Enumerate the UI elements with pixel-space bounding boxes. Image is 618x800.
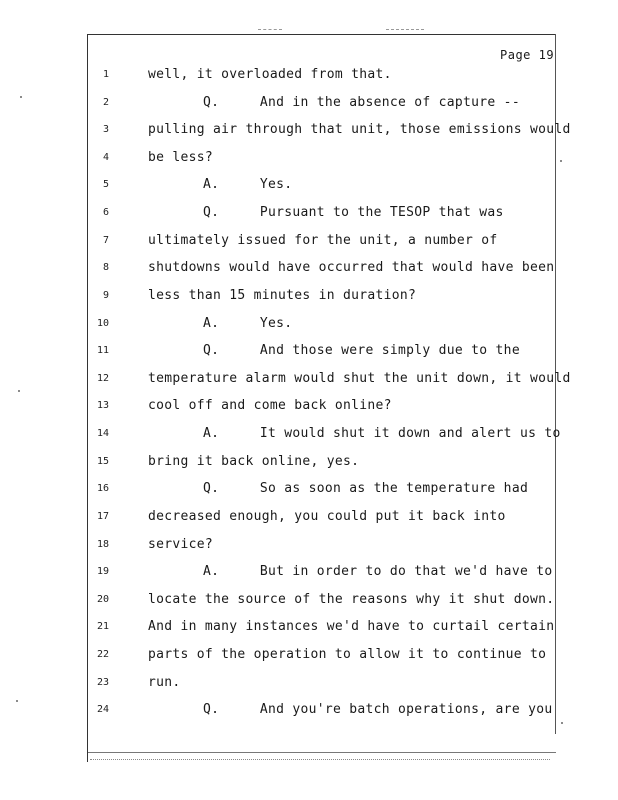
line-text: locate the source of the reasons why it shut down. <box>148 592 555 607</box>
line-text: bring it back online, yes. <box>148 454 360 469</box>
scan-speck <box>560 160 562 162</box>
line-number: 15 <box>96 456 109 467</box>
line-number: 14 <box>96 428 109 439</box>
line-text: A. But in order to do that we'd have to <box>203 564 553 579</box>
line-number: 23 <box>96 677 109 688</box>
line-number: 4 <box>102 152 109 163</box>
line-number: 21 <box>96 621 109 632</box>
line-number: 12 <box>96 373 109 384</box>
line-text: Q. So as soon as the temperature had <box>203 481 529 496</box>
line-number: 1 <box>102 69 109 80</box>
line-text: parts of the operation to allow it to continue to <box>148 647 547 662</box>
line-number: 24 <box>96 704 109 715</box>
line-text: Q. And those were simply due to the <box>203 343 520 358</box>
header-scan-mark <box>258 29 282 31</box>
page-border-bottom <box>88 752 556 753</box>
line-text: ultimately issued for the unit, a number of <box>148 233 498 248</box>
line-text: Q. And you're batch operations, are you <box>203 702 553 717</box>
line-text: well, it overloaded from that. <box>148 67 392 82</box>
line-text: be less? <box>148 150 214 165</box>
line-number: 5 <box>102 179 109 190</box>
line-number: 9 <box>102 290 109 301</box>
line-number: 6 <box>102 207 109 218</box>
header-scan-mark <box>386 29 424 31</box>
scan-speck <box>561 722 563 724</box>
page-border-top <box>88 34 556 35</box>
line-number: 10 <box>96 318 109 329</box>
line-text: Q. Pursuant to the TESOP that was <box>203 205 504 220</box>
line-text: A. Yes. <box>203 316 293 331</box>
line-number: 3 <box>102 124 109 135</box>
line-number: 20 <box>96 594 109 605</box>
line-text: shutdowns would have occurred that would have been <box>148 260 555 275</box>
line-number: 22 <box>96 649 109 660</box>
line-text: run. <box>148 675 181 690</box>
line-number: 7 <box>102 235 109 246</box>
scan-speck <box>18 390 20 392</box>
scan-speck <box>16 700 18 702</box>
line-number: 11 <box>96 345 109 356</box>
line-number: 16 <box>96 483 109 494</box>
line-number: 17 <box>96 511 109 522</box>
line-text: less than 15 minutes in duration? <box>148 288 417 303</box>
line-text: Q. And in the absence of capture -- <box>203 95 520 110</box>
line-number: 2 <box>102 97 109 108</box>
line-text: service? <box>148 537 214 552</box>
line-text: A. Yes. <box>203 177 293 192</box>
page-number: Page 19 <box>500 48 555 62</box>
line-text: A. It would shut it down and alert us to <box>203 426 561 441</box>
line-text: decreased enough, you could put it back into <box>148 509 506 524</box>
line-number: 18 <box>96 539 109 550</box>
line-text: pulling air through that unit, those emissions would <box>148 122 571 137</box>
line-number: 13 <box>96 400 109 411</box>
scan-speck <box>20 96 22 98</box>
footer-rule <box>90 759 550 761</box>
line-text: And in many instances we'd have to curtail certain <box>148 619 555 634</box>
line-text: temperature alarm would shut the unit down, it would <box>148 371 571 386</box>
line-number: 19 <box>96 566 109 577</box>
line-number: 8 <box>102 262 109 273</box>
line-text: cool off and come back online? <box>148 398 392 413</box>
